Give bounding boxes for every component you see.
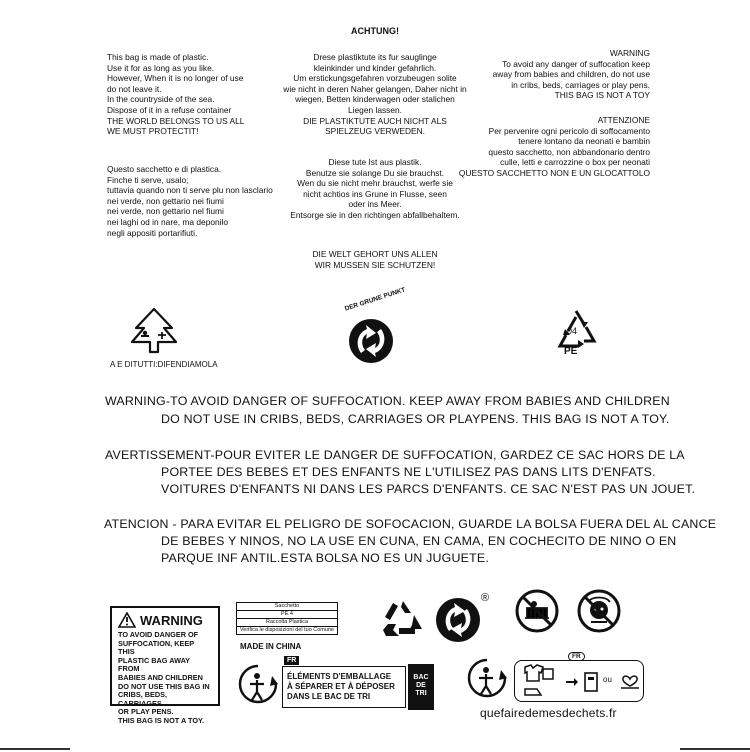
- tree-icon: [128, 306, 180, 356]
- triman-country-badge: FR: [284, 656, 299, 665]
- recycle-arrows-icon: [381, 598, 425, 640]
- info-tri-panel: [514, 660, 644, 702]
- text-line: Drese plastiktute its fur sauglinge: [313, 52, 437, 62]
- text-line: wie nicht in deren Naher gelangen, Daher nicht in: [283, 83, 467, 94]
- bottom-divider-right: [680, 748, 750, 750]
- text-line: TO AVOID DANGER OF: [118, 630, 199, 639]
- text-line: Finche ti serve, usalo;: [107, 174, 189, 185]
- warning-box-title: WARNING: [140, 612, 203, 628]
- text-line: QUESTO SACCHETTO NON E UN GLOCATTOLO: [458, 167, 650, 178]
- text-line: questo sacchetto, non abbandonario dentro: [488, 146, 650, 157]
- text-line: À SÉPARER ET À DÉPOSER: [287, 682, 395, 691]
- text-line: negli appositi portarifiuti.: [107, 227, 198, 238]
- text-line: THE WORLD BELONGS TO US ALL: [107, 115, 245, 126]
- text-line: wiegen, Betten kinderwagen oder stalichen: [295, 94, 455, 105]
- left-column-english: [107, 52, 244, 137]
- text-line: nicht achtios ins Grune in Flusse, seen: [303, 188, 447, 199]
- text-line: DO NOT USE THIS BAG IN: [118, 681, 210, 691]
- text-line: in cribs, beds, carriages or play pens.: [511, 79, 650, 90]
- text-line: tuttavia quando non ti serve plu non lasclario: [107, 185, 273, 196]
- info-tri-country-badge: FR: [568, 652, 585, 661]
- text-line: oder ins Meer.: [348, 199, 402, 210]
- green-dot-small-icon: [434, 596, 482, 644]
- text-line: culle, letti e carrozzine o box per neonati: [500, 157, 650, 168]
- text-line: To avoid any danger of suffocation keep: [502, 58, 650, 69]
- bin-text: BAC: [413, 674, 429, 681]
- triman-icon-2: [464, 656, 510, 700]
- text-line: DIE WELT GEHORT UNS ALLEN: [312, 249, 438, 259]
- text-line: nei verde, non gettario nel fiumi: [107, 206, 224, 217]
- triman-instructions: [282, 666, 406, 708]
- text-line: Diese tute Ist aus plastik.: [328, 157, 422, 167]
- bin-text: TRI: [415, 690, 427, 697]
- text-line: THIS BAG IS NOT A TOY: [554, 90, 650, 101]
- text-line: nei verde, non gettario nei fiumi: [107, 195, 224, 206]
- triman-icon: [236, 662, 280, 706]
- text-line: Benutze sie solange Du sie brauchst.: [305, 167, 445, 178]
- warning-box-text: [118, 631, 212, 726]
- right-column-italian: [440, 115, 650, 179]
- text-line: Use it for as long as you like.: [107, 62, 215, 73]
- recycle-code: 04: [567, 326, 578, 336]
- warning-box: [110, 606, 220, 725]
- green-dot-icon: [333, 303, 409, 371]
- clothing-icon: [519, 663, 559, 701]
- text-line: SPIELZEUG VERWEDEN.: [325, 126, 425, 137]
- right-column-english: [440, 48, 650, 101]
- text-line: OR PLAY PENS.: [118, 707, 174, 717]
- warning-en-line-2: DO NOT USE IN CRIBS, BEDS, CARRIAGES OR PLAYPENS. THIS BAG IS NOT A TOY.: [161, 412, 670, 426]
- bottom-divider-left: [0, 748, 70, 750]
- text-line: Liegen lassen.: [347, 104, 402, 115]
- text-line: DIE PLASTIKTUTE AUCH NICHT ALS: [303, 115, 447, 126]
- warning-fr-line-1: AVERTISSEMENT-POUR EVITER LE DANGER DE SUFFOCATION, GARDEZ CE SAC HORS DE LA: [105, 448, 685, 462]
- text-line: WARNING: [609, 48, 650, 58]
- text-line: kleinkinder und kinder gefahrlich.: [313, 62, 437, 73]
- sorting-bin-icon: [408, 664, 434, 710]
- no-baby-bag-icon: [576, 588, 622, 634]
- text-line: However, When it is no longer of use: [107, 73, 244, 84]
- table-row: Verifica le disposizioni del tuo Comune: [236, 627, 338, 635]
- text-line: DANS LE BAC DE TRI: [287, 692, 371, 701]
- text-line: In the countryside of the sea.: [107, 94, 215, 105]
- text-line: away from babies and children, do not use: [492, 69, 650, 80]
- text-line: Um erstickungsgefahren vorzubeugen solite: [293, 73, 457, 84]
- registered-mark: ®: [481, 592, 490, 604]
- text-line: Questo sacchetto e di plastica.: [107, 164, 222, 174]
- warning-fr-line-2: PORTEE DES BEBES ET DES ENFANTS NE L'UTILISEZ PAS DANS LITS D'ENFATS.: [161, 465, 656, 479]
- or-text: ou: [603, 675, 612, 684]
- warning-fr-line-3: VOITURES D'ENFANTS NI DANS LES PARCS D'ENFANTS. CE SAC N'EST PAS UN JOUET.: [161, 482, 696, 496]
- bin-text: DE: [416, 682, 426, 689]
- recycle-material: PE: [564, 346, 578, 357]
- text-line: THIS BAG IS NOT A TOY.: [118, 715, 205, 725]
- text-line: WE MUST PROTECTIT!: [107, 126, 199, 137]
- tree-label: A E DITUTTI:DIFENDIAMOLA: [110, 360, 218, 369]
- text-line: WIR MUSSEN SIE SCHUTZEN!: [314, 259, 436, 270]
- text-line: SUFFOCATION, KEEP THIS: [118, 638, 194, 657]
- table-row: Raccolta Plastica: [236, 619, 338, 627]
- page-title: ACHTUNG!: [351, 26, 399, 36]
- sacchetto-table: [236, 602, 338, 635]
- warning-es-line-3: PARQUE INF ANTIL.ESTA BOLSA NO ES UN JUGUETE.: [161, 551, 490, 565]
- text-line: do not leave it.: [107, 83, 162, 94]
- textile-bin-icon: [583, 671, 599, 693]
- warning-en-line-1: WARNING-TO AVOID DANGER OF SUFFOCATION. KEEP AWAY FROM BABIES AND CHILDREN: [105, 394, 670, 408]
- text-line: ÉLÉMENTS D'EMBALLAGE: [287, 672, 392, 681]
- website-link[interactable]: quefairedemesdechets.fr: [480, 706, 617, 720]
- made-in-label: MADE IN CHINA: [240, 642, 302, 651]
- left-column-italian: [107, 164, 273, 238]
- text-line: Wen du sie nicht mehr brauchst, werfe sie: [297, 178, 453, 189]
- text-line: CRIBS, BEDS, CARRIAGES: [118, 690, 168, 708]
- warning-es-line-2: DE BEBES Y NINOS, NO LA USE EN CUNA, EN CAMA, EN COCHECITO DE NINO O EN: [161, 534, 677, 548]
- table-row: Sacchetto: [236, 602, 338, 611]
- donate-heart-icon: [619, 671, 641, 691]
- text-line: Entsorge sie in den richtingen abfallbehaltem.: [290, 209, 460, 220]
- text-line: BABIES AND CHILDREN: [118, 672, 203, 682]
- warning-triangle-icon: [118, 612, 136, 628]
- text-line: ATTENZIONE: [597, 115, 650, 125]
- table-row: PE 4: [236, 611, 338, 619]
- text-line: This bag is made of plastic.: [107, 52, 209, 62]
- arrow-right-icon: [565, 677, 579, 687]
- text-line: tenere lontano da neonati e bambin: [518, 136, 650, 147]
- text-line: nei laghi od in nare, ma deponilo: [107, 216, 229, 227]
- text-line: PLASTIC BAG AWAY FROM: [118, 655, 190, 674]
- warning-es-line-1: ATENCION - PARA EVITAR EL PELIGRO DE SOFOCACION, GUARDE LA BOLSA FUERA DEL AL CANCE: [104, 517, 717, 531]
- text-line: Dispose of it in a refuse container: [107, 104, 232, 115]
- text-line: Per pervenire ogni pericolo di soffocamento: [488, 125, 650, 136]
- middle-column-german-3: [262, 249, 488, 270]
- no-crib-icon: [514, 588, 560, 634]
- green-dot-label: DER GRUNE PUNKT: [344, 286, 407, 313]
